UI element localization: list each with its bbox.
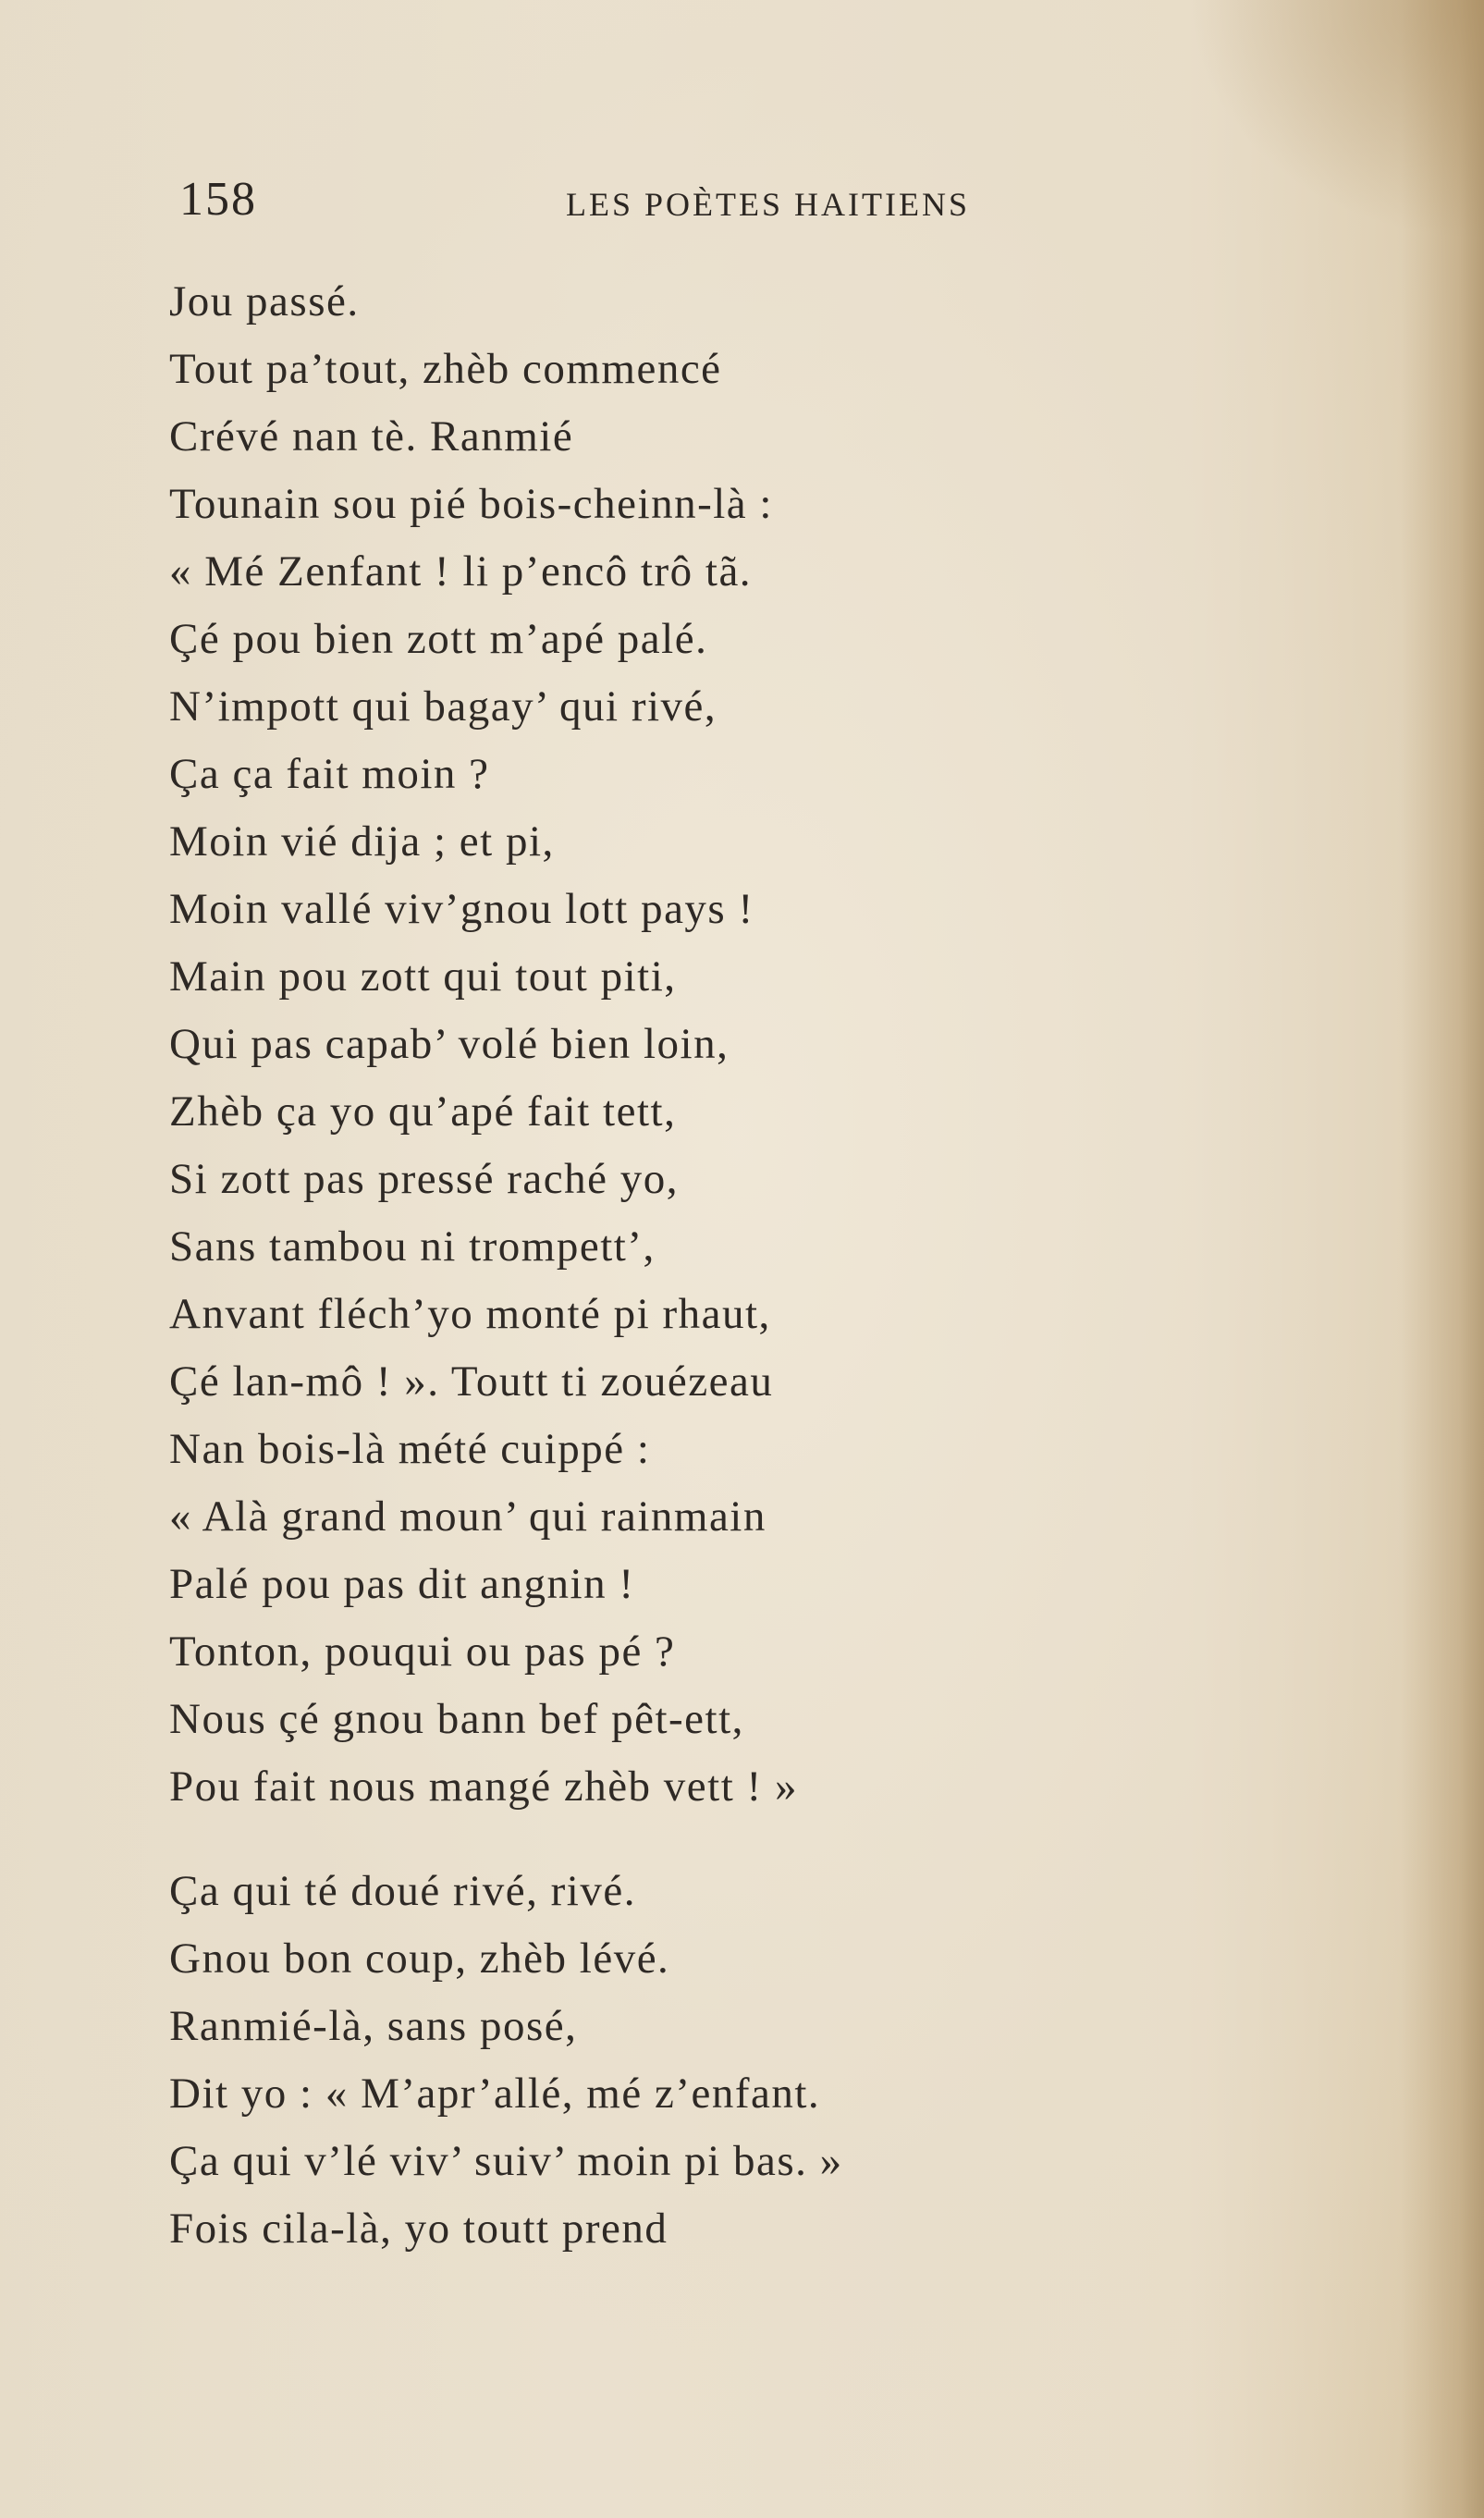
poem-line: Fois cila-là, yo toutt prend	[169, 2205, 668, 2253]
page-header	[179, 172, 1023, 237]
poem-line: Nan bois-là mété cuippé :	[169, 1425, 651, 1473]
poem-line: Moin vallé viv’gnou lott pays !	[169, 885, 754, 933]
stanza-1	[169, 268, 1001, 1821]
poem-line: Ça qui té doué rivé, rivé.	[169, 1867, 636, 1915]
poem-line: N’impott qui bagay’ qui rivé,	[169, 682, 717, 731]
poem-line: Qui pas capab’ volé bien loin,	[169, 1020, 730, 1068]
poem-line: Moin vié dija ; et pi,	[169, 817, 555, 866]
poem-line: Çé lan-mô ! ». Toutt ti zouézeau	[169, 1357, 774, 1406]
poem-line: « Alà grand moun’ qui rainmain	[169, 1492, 767, 1541]
poem-line: Ranmié-là, sans posé,	[169, 2002, 578, 2050]
poem-line: Ça ça fait moin ?	[169, 750, 490, 798]
poem-line: Nous çé gnou bann bef pêt-ett,	[169, 1695, 744, 1743]
poem-line: Dit yo : « M’apr’allé, mé z’enfant.	[169, 2070, 821, 2118]
poem-text	[169, 268, 1001, 2263]
poem-line: Sans tambou ni trompett’,	[169, 1222, 656, 1271]
poem-line: Si zott pas pressé raché yo,	[169, 1155, 680, 1203]
page-number: 158	[179, 173, 257, 226]
poem-line: Gnou bon coup, zhèb lévé.	[169, 1935, 670, 1983]
stanza-2	[169, 1858, 1001, 2263]
poem-line: Anvant fléch’yo monté pi rhaut,	[169, 1290, 771, 1338]
poem-line: Tonton, pouqui ou pas pé ?	[169, 1627, 676, 1676]
poem-line: Main pou zott qui tout piti,	[169, 952, 677, 1001]
poem-line: Tout pa’tout, zhèb commencé	[169, 345, 722, 393]
poem-line: Pou fait nous mangé zhèb vett ! »	[169, 1763, 798, 1811]
poem-line: Tounain sou pié bois-cheinn-là :	[169, 480, 773, 528]
running-head: LES POÈTES HAITIENS	[566, 186, 970, 223]
poem-line: Jou passé.	[169, 277, 360, 325]
poem-line: « Mé Zenfant ! li p’encô trô tã.	[169, 547, 753, 596]
poem-line: Çé pou bien zott m’apé palé.	[169, 615, 708, 663]
page-edge-shadow	[1401, 0, 1484, 2518]
poem-line: Ça qui v’lé viv’ suiv’ moin pi bas. »	[169, 2137, 843, 2185]
poem-line: Palé pou pas dit angnin !	[169, 1560, 635, 1608]
page-corner-stain	[1188, 0, 1484, 240]
poem-line: Zhèb ça yo qu’apé fait tett,	[169, 1087, 677, 1136]
poem-line: Crévé nan tè. Ranmié	[169, 412, 574, 461]
